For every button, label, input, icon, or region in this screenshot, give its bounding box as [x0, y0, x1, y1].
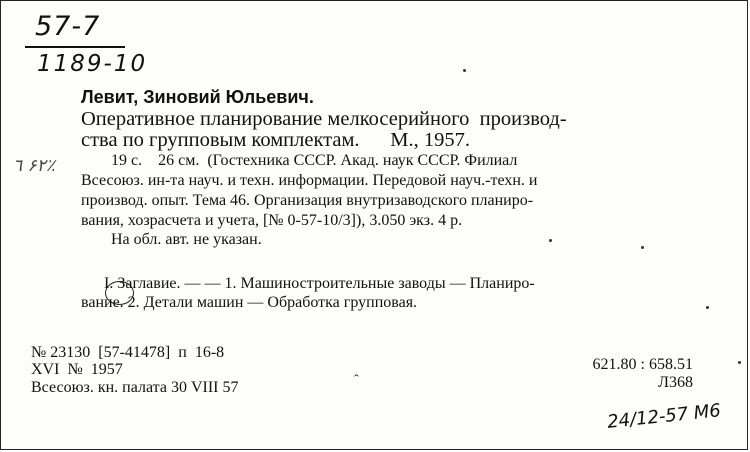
- description-line-3: производ. опыт. Тема 46. Организация внутризаводского планиро-: [81, 192, 534, 209]
- speck: [738, 361, 741, 364]
- speck: [463, 69, 466, 72]
- author-mark: Л368: [658, 374, 693, 391]
- description-line-1: 19 с. 26 см. (Гостехника СССР. Акад. наук СССР. Филиал: [111, 152, 518, 169]
- description-line-4: вания, хозрасчета и учета, [№ 0-57-10/3]), 3.050 экз. 4 р.: [81, 212, 463, 229]
- subject-headings-line-2: вание. 2. Детали машин — Обработка групповая.: [81, 294, 418, 311]
- subject-headings-line-1: I. Заглавие. — — 1. Машиностроительные заводы — Планиро-: [104, 275, 535, 292]
- udc-classification: 621.80 : 658.51: [592, 356, 693, 373]
- author-note: На обл. авт. не указан.: [111, 231, 262, 248]
- handwritten-call-number: 57-7: [35, 11, 101, 42]
- speck: [641, 246, 644, 249]
- registration-number: № 23130 [57-41478] п 16-8: [31, 344, 225, 361]
- handwritten-margin-scribble: ٦ ۶٢٪: [13, 156, 55, 176]
- speck: [706, 306, 709, 309]
- handwritten-date: 24/12-57 М6: [606, 400, 722, 433]
- speck: [549, 239, 552, 242]
- call-number-divider: [25, 46, 125, 48]
- issuing-chamber: Всесоюз. кн. палата 30 VIII 57: [31, 379, 239, 396]
- title-line-2: ства по групповым комплектам. М., 1957.: [81, 129, 471, 151]
- author-heading: Левит, Зиновий Юльевич.: [81, 87, 314, 107]
- description-line-2: Всесоюз. ин-та науч. и техн. информации. Передовой науч.-техн. и: [81, 172, 538, 189]
- registration-series: XVI № 1957: [31, 361, 123, 378]
- title-line-1: Оперативное планирование мелкосерийного производ-: [81, 108, 567, 130]
- handwritten-inventory-number: 1189-10: [37, 51, 148, 77]
- tick-mark: ˆ: [354, 373, 359, 388]
